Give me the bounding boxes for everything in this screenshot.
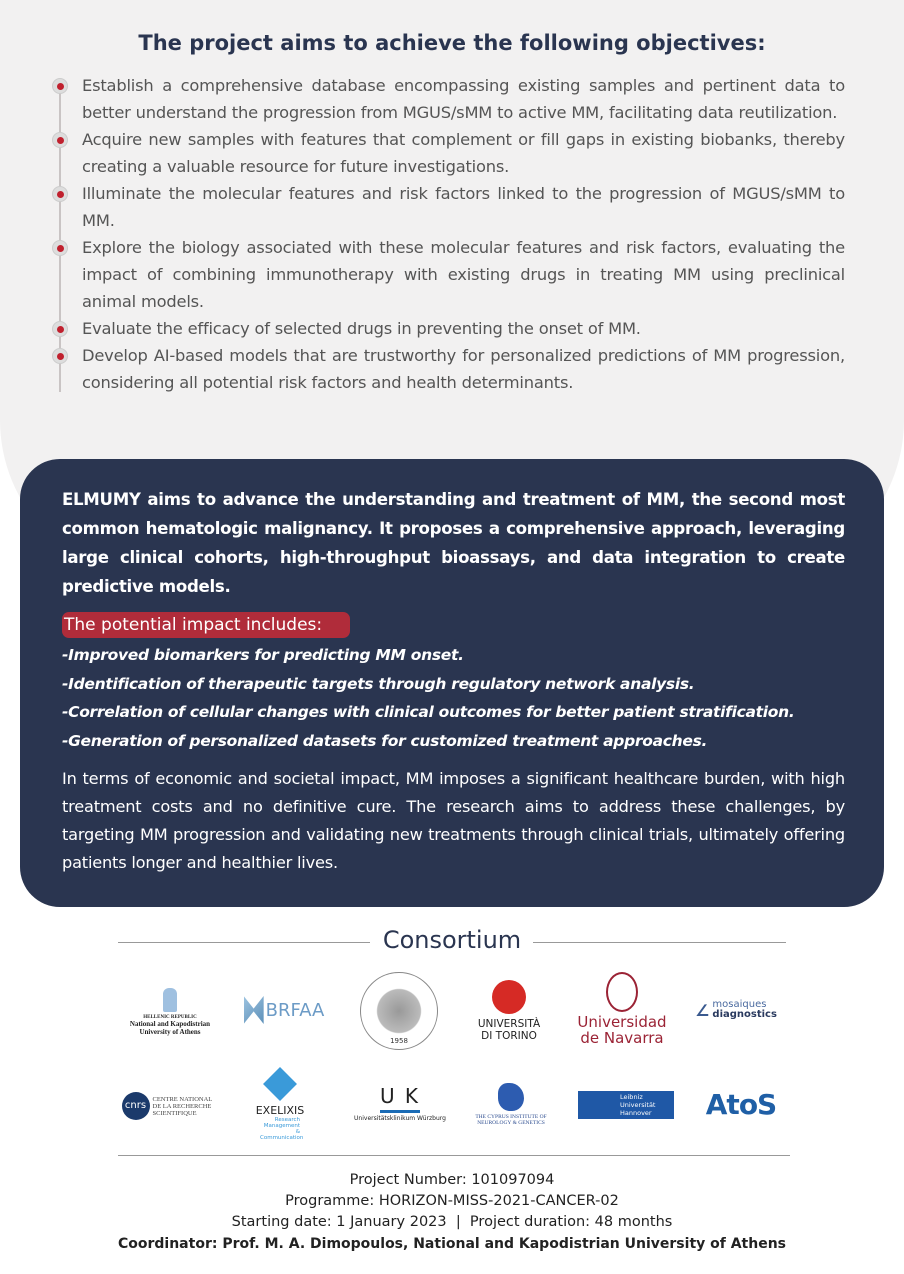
item-text: Explore the biology associated with these molecular features and risk factors, evaluating the impact of combining immunotherapy with existing drugs in treating MM using preclinical animal models. (82, 238, 845, 311)
logo-text: THE CYPRUS INSTITUTE OF NEUROLOGY & GENETICS (475, 1113, 547, 1126)
logo-text: University of Athens (139, 1028, 201, 1036)
ukw-wave-icon (380, 1110, 420, 1113)
athena-icon (163, 988, 177, 1012)
list-item (82, 234, 845, 315)
list-item (82, 342, 845, 396)
bullet-icon (52, 348, 68, 364)
logo-uoa (120, 982, 220, 1042)
navarra-seal-icon (606, 972, 638, 1012)
logo-luh (578, 1091, 674, 1119)
bullet-icon (52, 78, 68, 94)
list-item (82, 72, 845, 126)
logo-text: de Navarra (580, 1029, 664, 1047)
item-text: Evaluate the efficacy of selected drugs in preventing the onset of MM. (82, 319, 641, 338)
mosaiques-icon: ∠ (695, 1000, 710, 1020)
divider (118, 1155, 790, 1156)
logo-mosaiques (686, 995, 786, 1025)
logo-ukw (350, 1078, 450, 1128)
impact-item: -Generation of personalized datasets for customized treatment approaches. (62, 731, 708, 750)
logo-text: EXELIXIS (255, 1103, 305, 1117)
logo-text: UNIVERSITÀ (477, 1018, 541, 1030)
logo-text: U K (379, 1084, 421, 1108)
objectives-title: The project aims to achieve the following objectives: (138, 31, 766, 55)
item-text: Develop AI-based models that are trustworthy for personalized predictions of MM progression, considering all potential risk factors and health determinants. (82, 346, 845, 392)
logo-text: DI TORINO (481, 1030, 537, 1042)
list-item (82, 180, 845, 234)
project-dates: Starting date: 1 January 2023 | Project duration: 48 months (231, 1214, 673, 1230)
impact-list (62, 641, 852, 755)
logo-text: CENTRE NATIONAL DE LA RECHERCHE SCIENTIFIQUE (152, 1095, 213, 1117)
logo-text: HELLENIC REPUBLIC (143, 1015, 197, 1020)
impact-item: -Improved biomarkers for predicting MM onset. (62, 646, 464, 664)
programme: Programme: HORIZON-MISS-2021-CANCER-02 (285, 1193, 619, 1209)
logo-text: National and Kapodistrian (129, 1020, 211, 1028)
logo-unito (470, 972, 548, 1050)
impact-item: -Identification of therapeutic targets through regulatory network analysis. (62, 674, 695, 693)
logo-text: Universitätsklinikum Würzburg (354, 1115, 446, 1122)
logo-text: BRFAA (265, 999, 325, 1021)
item-text: Illuminate the molecular features and risk factors linked to the progression of MGUS/sMM to MM. (82, 184, 845, 230)
summary-card (20, 459, 884, 907)
summary-intro: ELMUMY aims to advance the understanding and treatment of MM, the second most common hematologic malignancy. It proposes a comprehensive approach, leveraging large clinical cohorts, high-throughput bioassays, and data integration to create predictive models. (62, 490, 845, 596)
logo-text: 1958 (390, 1037, 408, 1045)
exelixis-icon (263, 1067, 297, 1101)
cnrs-icon: cnrs (122, 1092, 150, 1120)
logo-text: Universidad (577, 1013, 667, 1031)
logo-nhrf (360, 972, 438, 1050)
logo-text: Research Management & Communication (260, 1116, 304, 1141)
item-text: Acquire new samples with features that complement or fill gaps in existing biobanks, thereby creating a valuable resource for future investigations. (82, 130, 845, 176)
bullet-icon (52, 186, 68, 202)
logo-brfaa (238, 990, 330, 1030)
list-item (82, 315, 845, 342)
coordinator: Coordinator: Prof. M. A. Dimopoulos, National and Kapodistrian University of Athens (117, 1236, 787, 1252)
objectives-list (82, 72, 845, 396)
logo-text: AtoS (705, 1087, 777, 1121)
logo-text: Leibniz Universität Hannover (620, 1093, 656, 1117)
cing-icon (498, 1083, 524, 1111)
logo-text: diagnostics (712, 1009, 777, 1020)
logo-cnrs (118, 1088, 218, 1124)
unito-seal-icon (492, 980, 526, 1014)
impact-item: -Correlation of cellular changes with clinical outcomes for better patient stratification. (62, 703, 795, 721)
economic-impact-text: In terms of economic and societal impact, MM imposes a significant healthcare burden, with high treatment costs and no definitive cure. The research aims to address these challenges, by targeting MM progression and validating new treatments through clinical trials, ultimately offering patients longer and healthier lives. (62, 769, 845, 872)
bullet-icon (52, 132, 68, 148)
logo-exelixis (240, 1070, 320, 1142)
consortium-title-text: Consortium (371, 926, 533, 954)
project-number: Project Number: 101097094 (349, 1172, 555, 1188)
item-text: Establish a comprehensive database encompassing existing samples and pertinent data to better understand the progression from MGUS/sMM to active MM, facilitating data reutilization. (82, 76, 845, 122)
logo-cing (466, 1080, 556, 1128)
brfaa-icon (244, 996, 264, 1024)
logo-navarra (574, 968, 670, 1050)
bullet-icon (52, 321, 68, 337)
logo-atos (696, 1086, 786, 1122)
impact-label: The potential impact includes: (62, 612, 350, 638)
consortium-title (0, 926, 904, 954)
bullet-icon (52, 240, 68, 256)
list-item (82, 126, 845, 180)
logo-text: mosaiques (712, 999, 767, 1010)
